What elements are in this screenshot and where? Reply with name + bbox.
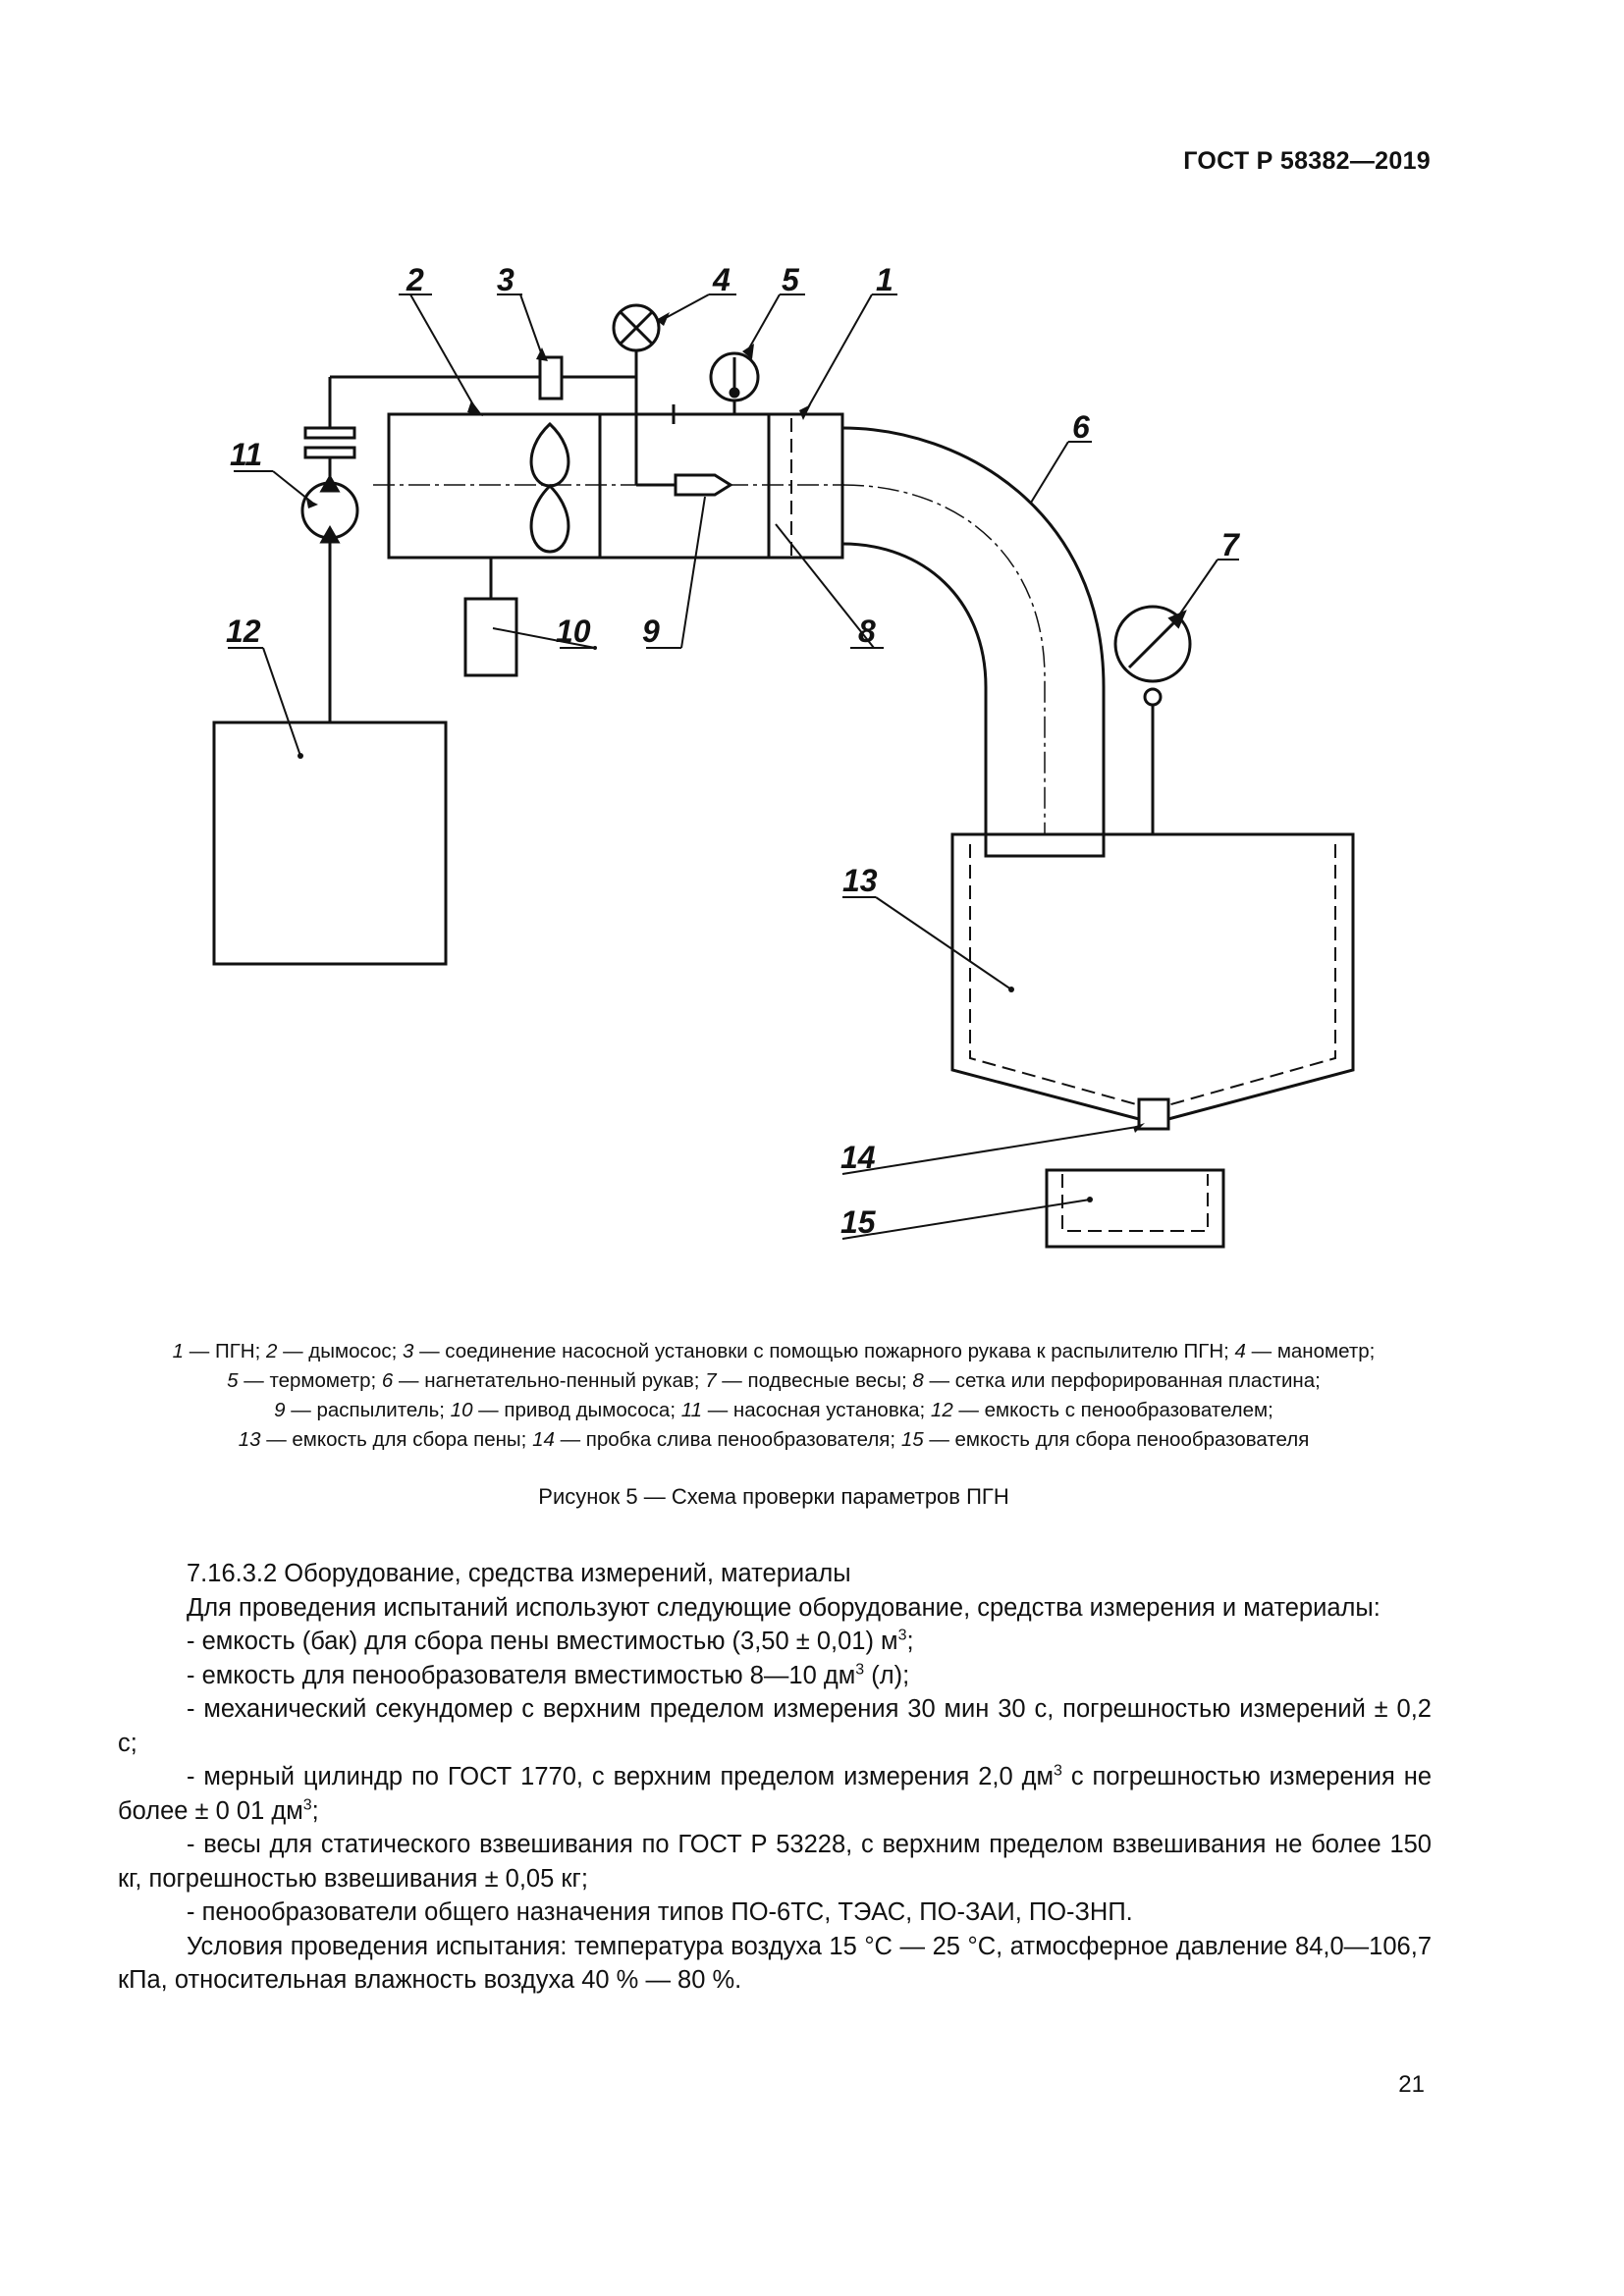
list-item: - емкость (бак) для сбора пены вместимостью (3,50 ± 0,01) $м^3$; (187, 1627, 914, 1655)
list-item: - емкость для пенообразователя вместимостью 8—10 $дм^3$ (л); (187, 1661, 910, 1689)
figure-legend (116, 1337, 1432, 1455)
section-heading: 7.16.3.2 Оборудование, средства измерений, материалы (187, 1560, 851, 1587)
legend-line-1: 1 — ПГН; 2 — дымосос; 3 — соединение насосной установки с помощью пожарного рукава к распылителю ПГН; 4 — манометр; (172, 1340, 1376, 1362)
page-number: 21 (1398, 2071, 1425, 2098)
nozzle (676, 475, 731, 495)
test-conditions: Условия проведения испытания: температура воздуха 15 °C — 25 °C, атмосферное давление 84,0—106,7 кПа, относительная влажность воздуха 40 % — 80 %. (118, 1932, 1432, 1994)
list-item: - механический секундомер с верхним пределом измерения 30 мин 30 с, погрешностью измерений ± 0,2 с; (118, 1695, 1432, 1757)
exhauster-body (389, 414, 842, 558)
legend-line-3: 9 — распылитель; 10 — привод дымососа; 11 — насосная установка; 12 — емкость с пенообразователем; (274, 1399, 1273, 1421)
coupling-lower (305, 448, 354, 457)
section-body (118, 1557, 1432, 1998)
pressure-foam-hose (842, 428, 1104, 856)
figure-label-15: 15 (840, 1204, 876, 1240)
coupling-upper (305, 428, 354, 438)
section-intro: Для проведения испытаний используют следующие оборудование, средства измерения и материалы: (187, 1593, 1380, 1622)
figure-label-7: 7 (1221, 527, 1239, 562)
document-header: ГОСТ Р 58382—2019 (1183, 147, 1431, 175)
exhauster-drive (465, 599, 516, 675)
figure-label-9: 9 (642, 614, 660, 649)
figure-label-14: 14 (840, 1140, 876, 1175)
figure-label-12: 12 (226, 614, 261, 649)
legend-line-4: 13 — емкость для сбора пены; 14 — пробка слива пенообразователя; 15 — емкость для сбора пенообразователя (238, 1428, 1310, 1451)
foam-concentrate-tank (214, 722, 446, 964)
figure-label-11: 11 (230, 437, 263, 472)
fan-blades (531, 424, 568, 552)
concentrate-collection-tank (1047, 1170, 1223, 1247)
list-item: - весы для статического взвешивания по ГОСТ Р 53228, с верхним пределом взвешивания не более 150 кг, погрешностью взвешивания ± 0,05 кг; (118, 1831, 1432, 1893)
figure-label-8: 8 (858, 614, 876, 649)
figure-label-13: 13 (842, 863, 878, 898)
pump-arrow-bottom (322, 528, 338, 542)
figure-caption: Рисунок 5 — Схема проверки параметров ПГН (538, 1484, 1009, 1509)
figure-label-1: 1 (876, 262, 893, 297)
list-item: - мерный цилиндр по ГОСТ 1770, с верхним пределом измерения 2,0 $дм^3$ с погрешностью измерения не более ± 0 01 $дм^3$; (118, 1762, 1432, 1825)
foam-collection-tank (952, 834, 1353, 1119)
figure-label-10: 10 (556, 614, 591, 649)
legend-line-2: 5 — термометр; 6 — нагнетательно-пенный рукав; 7 — подвесные весы; 8 — сетка или перфорированная пластина; (227, 1369, 1321, 1392)
figure-label-5: 5 (782, 262, 799, 297)
hose-connection (540, 357, 562, 399)
list-item: - пенообразователи общего назначения типов ПО-6ТС, ТЭАС, ПО-ЗАИ, ПО-ЗНП. (187, 1898, 1133, 1926)
figure-label-2: 2 (406, 262, 424, 297)
figure-label-6: 6 (1072, 409, 1090, 445)
figure-label-4: 4 (713, 262, 731, 297)
figure-label-3: 3 (497, 262, 514, 297)
